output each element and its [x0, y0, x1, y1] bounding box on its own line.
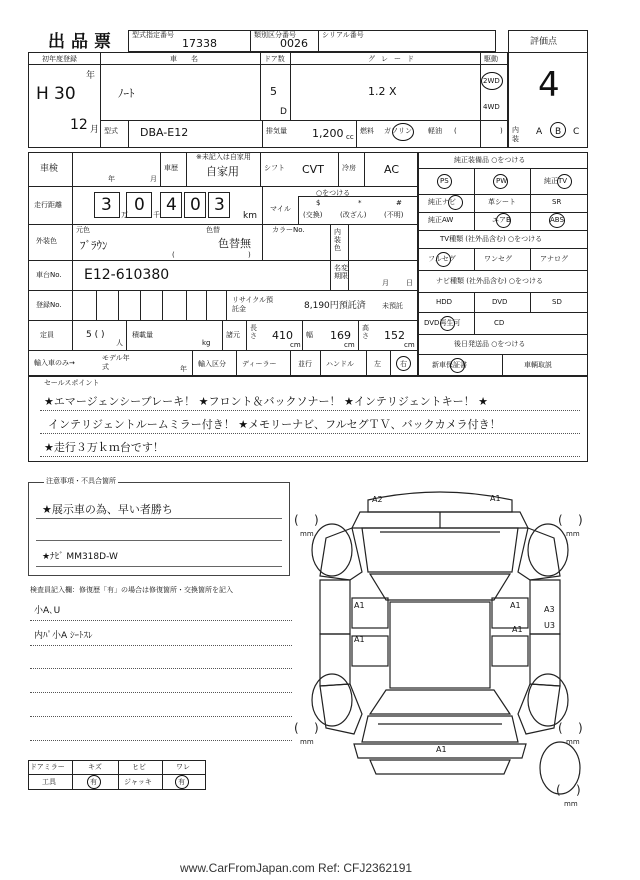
door-suffix: D [280, 107, 287, 117]
navi-hdd: HDD [436, 298, 453, 306]
exterior-color: ﾌﾞﾗｳﾝ [80, 239, 108, 252]
unknown-label: (不明) [384, 211, 404, 219]
doors: 5 [270, 85, 277, 98]
import-class-label: 輸入区分 [198, 360, 226, 368]
score-value: 4 [538, 65, 560, 105]
footer-text: www.CarFromJapan.com Ref: CFJ2362191 [180, 861, 413, 875]
diesel-bracket-open: ( [454, 127, 457, 135]
month-unit: 月 [90, 125, 100, 135]
tire-bracket-close: ) [578, 513, 583, 527]
class-no-label: 類別区分番号 [254, 31, 296, 39]
interior-label: 内装 [512, 126, 519, 143]
notes-label: 注意事項・不具合箇所 [46, 477, 116, 485]
interior-b-circle [550, 122, 566, 138]
equip-genuine-tv-circle [557, 174, 572, 189]
first-reg-month: 12 [70, 117, 88, 133]
equip-ps-circle [437, 174, 452, 189]
name-change-month: 月 [382, 279, 389, 287]
doors-label: ドア数 [264, 55, 285, 63]
recycle: 8,190円預託済 [304, 301, 366, 311]
height: 152 [384, 329, 405, 342]
model-year-unit: 年 [180, 365, 187, 373]
class-no: 0026 [280, 37, 308, 50]
navi-sd: SD [552, 298, 562, 306]
mileage-digit: 4 [166, 195, 177, 215]
equip-table-cell: 有 [90, 778, 97, 786]
tire-bracket-close: ) [576, 783, 581, 797]
mileage-digit: 3 [101, 195, 112, 215]
equip-airbag: エアB [492, 216, 511, 224]
chassis-label: 車台No. [36, 271, 62, 279]
sheet-title: 出品票 [48, 32, 117, 52]
interior-color-label: 内装色 [334, 228, 341, 252]
equip-table-cell: 有 [178, 778, 185, 786]
damage-mark: A1 [436, 745, 447, 754]
orig-color-label: 元色 [76, 226, 90, 234]
equip-table-cell: 工具 [42, 778, 56, 786]
damage-mark: A1 [354, 601, 365, 610]
shift: CVT [302, 163, 324, 176]
navi-dvd-play-circle [440, 316, 455, 331]
equip-table-header: ワレ [176, 763, 190, 771]
tv-oneseg: ワンセグ [484, 255, 512, 263]
damage-mark: A1 [512, 625, 523, 634]
genuine-title: 純正装備品 ○をつける [454, 156, 526, 164]
handle-right-circle [396, 356, 411, 371]
equip-sr: SR [552, 198, 562, 206]
tv-fullseg-circle [436, 252, 451, 267]
dims-label: 諸元 [226, 331, 240, 339]
equip-genuine-aw: 純正AW [428, 216, 454, 224]
notes-line: ★ﾅﾋﾞ MM318D-W [42, 552, 118, 562]
recycle-not: 未預託 [382, 302, 403, 310]
handle-left: 左 [374, 360, 381, 368]
year-unit: 年 [86, 71, 96, 81]
interior-b: B [555, 127, 562, 137]
exchange-label: (交換) [303, 211, 323, 219]
drive-2wd-circle [481, 72, 503, 90]
damage-mark: U3 [544, 621, 555, 630]
length-unit: cm [290, 341, 301, 349]
fuel: ガソリン [384, 127, 412, 135]
tire-bracket-open: ( [558, 721, 563, 735]
tire-mm-label: mm [566, 530, 580, 538]
displacement: 1,200 [312, 127, 344, 140]
grade-label: グレード [368, 55, 420, 63]
equip-pw-circle [493, 174, 508, 189]
docs-title: 後日発送品 ○をつける [454, 340, 526, 348]
ac-label: 冷房 [342, 164, 356, 172]
name-change-label: 名変期限 [334, 264, 348, 280]
width-unit: cm [344, 341, 355, 349]
cc-unit: cc [346, 133, 354, 141]
tv-analog: アナログ [540, 255, 568, 263]
navi-dvd: DVD [492, 298, 508, 306]
drive-4wd: 4WD [483, 103, 500, 111]
repaint-bracket-close: ) [248, 251, 251, 259]
color-label: 外装色 [36, 237, 57, 245]
color-no-label: カラーNo. [272, 226, 305, 234]
model-year-label: モデル年式 [102, 354, 130, 371]
mileage-digit: 0 [190, 195, 201, 215]
damage-mark: A1 [354, 635, 365, 644]
drive-label: 駆動 [484, 55, 498, 63]
mileage-digit: 0 [134, 195, 145, 215]
navi-title: ナビ種類 (社外品含む) ○をつける [436, 277, 544, 285]
score-label: 評価点 [530, 37, 558, 47]
inspector-line: 内ﾊﾟ小A ｼｰﾄｽﾚ [34, 631, 93, 641]
tire-bracket-close: ) [314, 513, 319, 527]
damage-mark: A1 [490, 494, 501, 503]
mileage-label: 走行距離 [34, 201, 62, 209]
equip-genuine-tv: 純正TV [544, 177, 568, 185]
equip-pw: PW [496, 177, 508, 185]
usage-label: 車歴 [164, 164, 178, 172]
recycle-label: リサイクル預託金 [232, 296, 274, 313]
drive-2wd: 2WD [483, 77, 500, 85]
tire-bracket-close: ) [314, 721, 319, 735]
tire-bracket-open: ( [556, 783, 561, 797]
circle-note: ○をつける [316, 189, 351, 197]
repaint: 色替無 [218, 237, 251, 250]
handle-right: 右 [400, 360, 407, 368]
serial-label: シリアル番号 [322, 31, 364, 39]
model-label: 型式 [104, 127, 118, 135]
navi-dvd-play: DVD再生可 [424, 319, 461, 327]
diesel-bracket-close: ) [500, 127, 503, 135]
equip-table-header: キズ [88, 763, 102, 771]
inspection-year-unit: 年 [108, 175, 115, 183]
tire-mm-label: mm [566, 738, 580, 746]
sales-label: セールスポイント [44, 379, 100, 387]
parallel: 並行 [298, 360, 312, 368]
usage-note: ※未記入は自家用 [196, 153, 251, 161]
fuel-circle [392, 123, 414, 141]
width: 169 [330, 329, 351, 342]
model: DBA-E12 [140, 126, 189, 139]
damage-mark: A1 [510, 601, 521, 610]
repaint-bracket-open: ( [172, 251, 175, 259]
damage-mark: A3 [544, 605, 555, 614]
diesel-label: 軽油 [428, 127, 442, 135]
load-label: 積載量 [132, 331, 153, 339]
inspection-month-unit: 月 [150, 175, 157, 183]
inspection-label: 車検 [40, 164, 59, 174]
interior-a: A [536, 127, 543, 137]
name-label: 車名 [170, 55, 212, 63]
damage-mark: A2 [372, 495, 383, 504]
chassis-no: E12-610380 [84, 267, 170, 283]
type-no-label: 型式指定番号 [132, 31, 174, 39]
repaint-label: 色替 [206, 226, 220, 234]
tire-mm-label: mm [300, 738, 314, 746]
type-no: 17338 [182, 37, 217, 50]
height-unit: cm [404, 341, 415, 349]
tamper-label: (改ざん) [340, 211, 367, 219]
capacity-label: 定員 [40, 331, 54, 339]
exchange-sym: $ [316, 199, 321, 207]
equip-table-header: ドアミラー [30, 763, 65, 771]
length-label: 長さ [250, 324, 257, 340]
tv-fullseg: フルセグ [428, 255, 456, 263]
tamper-sym: * [358, 199, 362, 207]
equip-genuine-navi: 純正ナビ [428, 198, 456, 206]
tire-bracket-close: ) [578, 721, 583, 735]
tools-circle [87, 775, 101, 789]
height-label: 高さ [362, 324, 369, 340]
unknown-sym: # [396, 199, 402, 207]
car-damage-diagram [290, 488, 590, 818]
ac: AC [384, 163, 400, 176]
tire-bracket-open: ( [294, 513, 299, 527]
docs-warranty: 新車保証書 [432, 361, 467, 369]
shift-label: シフト [264, 164, 285, 172]
grade: 1.2 X [368, 85, 397, 98]
equip-ps: PS [440, 177, 449, 185]
sales-line: ★走行３万ｋｍ台です！ [44, 441, 164, 454]
equip-abs-circle [549, 213, 565, 228]
equip-abs: ABS [550, 216, 564, 224]
first-reg-era: H [36, 84, 49, 104]
regno-label: 登録No. [36, 301, 62, 309]
equip-table-cell: ジャッキ [124, 778, 152, 786]
capacity: 5 ( ) [86, 330, 105, 340]
capacity-unit: 人 [116, 339, 123, 347]
navi-cd: CD [494, 319, 505, 327]
mileage-digit: 3 [214, 195, 225, 215]
usage: 自家用 [206, 165, 239, 178]
import-label: 輸入車のみ→ [34, 359, 75, 367]
tire-bracket-open: ( [558, 513, 563, 527]
sales-line: インテリジェントルームミラー付き！ ★メモリーナビ、フルセグＴＶ、バックカメラ付き！ [48, 418, 501, 431]
inspector-label: 検査員記入欄：修復歴「有」の場合は修復箇所・交換箇所を記入 [30, 586, 233, 594]
handle-label: ハンドル [326, 360, 354, 368]
first-reg-label: 初年度登録 [42, 55, 77, 63]
equip-airbag-circle [496, 213, 511, 228]
equip-table-header: ヒビ [132, 763, 146, 771]
tv-title: TV種類 (社外品含む) ○をつける [440, 235, 543, 243]
docs-warranty-circle [450, 358, 465, 373]
inspector-line: 小A､U [34, 606, 61, 616]
jack-circle [175, 775, 189, 789]
first-reg-year: 30 [54, 84, 76, 104]
equip-leather: 革シート [488, 198, 516, 206]
car-name: ﾉｰﾄ [118, 87, 135, 100]
sen-unit: 千 [153, 211, 160, 219]
length: 410 [272, 329, 293, 342]
fuel-label: 燃料 [360, 127, 374, 135]
mile-label: マイル [270, 205, 291, 213]
tire-mm-label: mm [300, 530, 314, 538]
km-unit: km [243, 211, 257, 221]
man-unit: 万 [121, 211, 128, 219]
tire-mm-label: mm [564, 800, 578, 808]
load-unit: kg [202, 339, 211, 347]
sales-line: ★エマージェンシーブレーキ！ ★フロント＆バックソナー！ ★インテリジェントキー！ ★ [44, 395, 489, 408]
docs-manual: 車輌取説 [524, 361, 552, 369]
notes-line: ★展示車の為、早い者勝ち [42, 503, 173, 516]
displacement-label: 排気量 [266, 127, 287, 135]
interior-c: C [573, 127, 580, 137]
name-change-day: 日 [406, 279, 413, 287]
dealer: ディーラー [242, 360, 277, 368]
width-label: 幅 [306, 331, 313, 339]
equip-genuine-navi-circle [448, 195, 463, 210]
tire-bracket-open: ( [294, 721, 299, 735]
